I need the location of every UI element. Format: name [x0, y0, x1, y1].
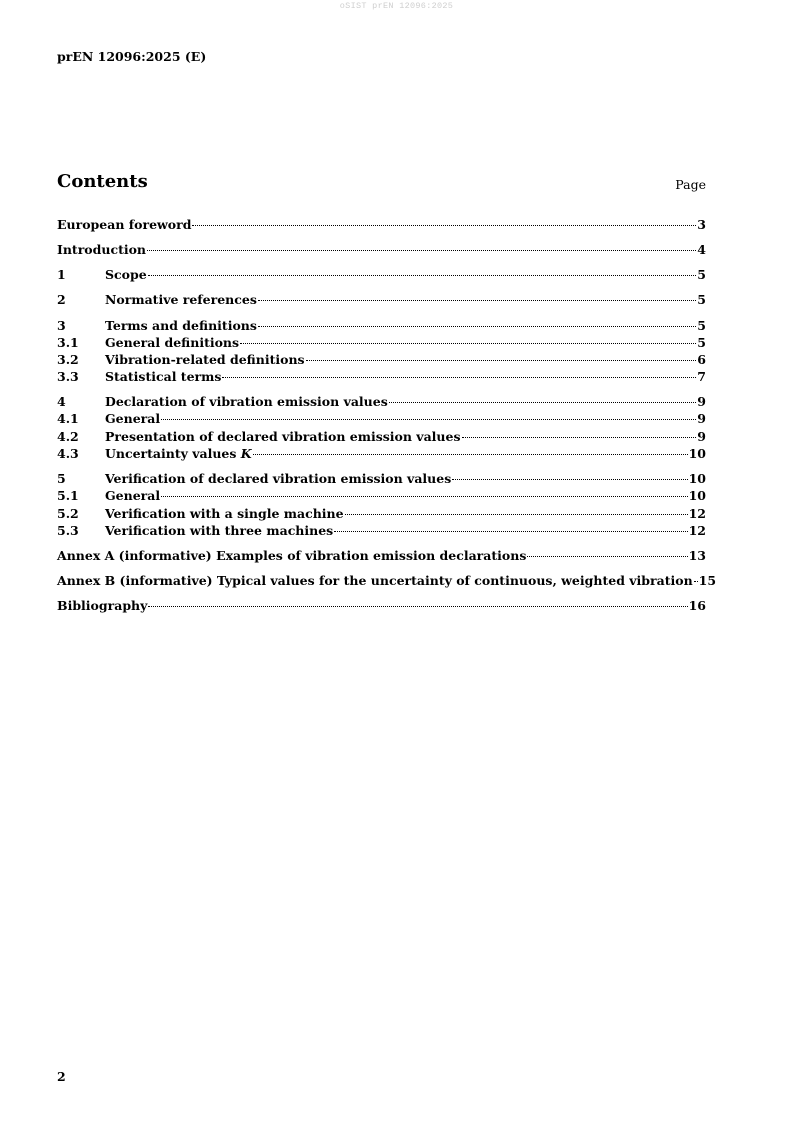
- toc-entry-title-text: Statistical terms: [105, 369, 222, 384]
- toc-dot-leader: [334, 531, 687, 532]
- toc-entry-page: 6: [697, 352, 706, 367]
- toc-entry-title-text: Vibration-related definitions: [105, 352, 305, 367]
- toc-entry-title-text: General: [105, 488, 161, 503]
- toc-entry[interactable]: [57, 393, 706, 410]
- toc-entry-title-text: Scope: [105, 267, 147, 282]
- toc-entry-title: [105, 428, 461, 445]
- toc-entry-number: 5.3: [57, 523, 79, 538]
- toc-entry-page: 3: [697, 217, 706, 232]
- toc-entry-number: 2: [57, 292, 66, 307]
- toc-entry-page: 12: [688, 506, 706, 521]
- toc-entry-page: 15: [698, 573, 717, 588]
- toc-entry-title: [105, 487, 160, 504]
- toc-entry-page: 4: [697, 242, 706, 257]
- toc-entry-title: [105, 368, 221, 385]
- toc-entry-title: [105, 317, 257, 334]
- toc-entry-title: [57, 241, 146, 258]
- toc-entry-page: 5: [697, 318, 706, 333]
- toc-entry[interactable]: [57, 572, 717, 589]
- toc-entry-number: 5.2: [57, 506, 79, 521]
- toc-entry[interactable]: [57, 470, 706, 487]
- toc-entry[interactable]: [57, 505, 706, 522]
- toc-entry[interactable]: [57, 317, 706, 334]
- toc-dot-leader: [306, 360, 697, 361]
- toc-entry-number: 4.1: [57, 411, 79, 426]
- page-number: 2: [57, 1069, 66, 1084]
- toc-entry-title: [57, 216, 191, 233]
- toc-entry-title-text: Annex A (informative) Examples of vibration emission declarations: [57, 548, 527, 563]
- toc-entry-number: 3: [57, 318, 66, 333]
- toc-entry[interactable]: [57, 522, 706, 539]
- toc-entry-page: 9: [697, 429, 706, 444]
- toc-entry-page: 5: [697, 292, 706, 307]
- contents-title: Contents: [57, 171, 148, 192]
- toc-entry-page: 9: [697, 411, 706, 426]
- toc-entry-title-text: General: [105, 411, 161, 426]
- toc-entry-title: [105, 522, 333, 539]
- toc-entry-title: [105, 266, 147, 283]
- toc-entry-title-text: Introduction: [57, 242, 147, 257]
- toc-dot-leader: [462, 437, 697, 438]
- toc-entry-number: 5: [57, 471, 66, 486]
- toc-entry-title: [57, 547, 526, 564]
- toc-dot-leader: [222, 377, 696, 378]
- toc-entry-page: 12: [688, 523, 706, 538]
- toc-dot-leader: [148, 275, 697, 276]
- toc-entry-title: [105, 445, 252, 462]
- toc-entry-number: 4.3: [57, 446, 79, 461]
- toc-entry-title: [105, 470, 451, 487]
- toc-entry-title-text: Verification with a single machine: [105, 506, 344, 521]
- toc-entry-title-text: Verification of declared vibration emission values: [105, 471, 452, 486]
- toc-dot-leader: [253, 454, 688, 455]
- toc-entry-title-text: General definitions: [105, 335, 240, 350]
- toc-entry-page: 5: [697, 335, 706, 350]
- toc-dot-leader: [148, 606, 687, 607]
- toc-entry-title-text: Presentation of declared vibration emission values: [105, 429, 461, 444]
- toc-entry-page: 10: [688, 488, 706, 503]
- toc-entry-page: 10: [688, 446, 706, 461]
- toc-dot-leader: [527, 556, 687, 557]
- toc-entry-title-text: Terms and definitions: [105, 318, 257, 333]
- toc-entry-page: 16: [688, 598, 706, 613]
- toc-entry-title: [105, 505, 344, 522]
- toc-dot-leader: [240, 343, 696, 344]
- toc-entry-number: 3.2: [57, 352, 79, 367]
- toc-entry-title: [105, 291, 257, 308]
- toc-entry-title: [105, 334, 239, 351]
- toc-dot-leader: [192, 225, 696, 226]
- page-column-label: Page: [675, 177, 706, 192]
- contents-header: [57, 171, 706, 197]
- toc-entry[interactable]: [57, 428, 706, 445]
- toc-entry-page: 5: [697, 267, 706, 282]
- toc-entry-page: 10: [688, 471, 706, 486]
- toc-entry-title: [105, 351, 305, 368]
- toc-entry-title-text: Normative references: [105, 292, 257, 307]
- toc-entry[interactable]: [57, 291, 706, 308]
- toc-dot-leader: [161, 496, 687, 497]
- toc-entry[interactable]: [57, 334, 706, 351]
- toc-entry-title-text: Declaration of vibration emission values: [105, 394, 388, 409]
- toc-entry[interactable]: [57, 547, 706, 564]
- toc-entry[interactable]: [57, 216, 706, 233]
- toc-dot-leader: [389, 402, 697, 403]
- toc-entry[interactable]: [57, 351, 706, 368]
- toc-entry[interactable]: [57, 368, 706, 385]
- document-id: prEN 12096:2025 (E): [57, 49, 207, 64]
- toc-dot-leader: [147, 250, 696, 251]
- toc-entry-number: 4.2: [57, 429, 79, 444]
- toc-entry[interactable]: [57, 597, 706, 614]
- toc-dot-leader: [345, 514, 688, 515]
- toc-entry-number: 4: [57, 394, 66, 409]
- toc-entry-number: 5.1: [57, 488, 79, 503]
- toc-entry[interactable]: [57, 445, 706, 462]
- toc-dot-leader: [452, 479, 687, 480]
- toc-entry[interactable]: [57, 487, 706, 504]
- toc-entry-number: 1: [57, 267, 66, 282]
- toc-entry-title-text: Annex B (informative) Typical values for the uncertainty of continuous, weighted vibration: [57, 573, 693, 588]
- toc-entry[interactable]: [57, 410, 706, 427]
- toc-entry-title-text: Verification with three machines: [105, 523, 334, 538]
- toc-entry-title: [105, 410, 160, 427]
- toc-entry-title-text: Uncertainty values: [105, 446, 237, 461]
- watermark: oSIST prEN 12096:2025: [339, 1, 454, 11]
- toc-entry-title-text: Bibliography: [57, 598, 148, 613]
- toc-dot-leader: [694, 581, 698, 582]
- toc-dot-leader: [258, 300, 696, 301]
- toc-dot-leader: [161, 419, 696, 420]
- toc-entry-title: [57, 572, 693, 589]
- toc-entry-number: 3.3: [57, 369, 79, 384]
- toc-entry-title: [57, 597, 147, 614]
- toc-entry-title-symbol: K: [240, 446, 252, 461]
- toc-entry-number: 3.1: [57, 335, 79, 350]
- toc-entry-page: 7: [697, 369, 706, 384]
- toc-entry-title: [105, 393, 388, 410]
- toc-entry-page: 9: [697, 394, 706, 409]
- toc-dot-leader: [258, 326, 696, 327]
- toc-entry-page: 13: [688, 548, 706, 563]
- toc-entry[interactable]: [57, 241, 706, 258]
- toc-entry-title-text: European foreword: [57, 217, 192, 232]
- toc-entry[interactable]: [57, 266, 706, 283]
